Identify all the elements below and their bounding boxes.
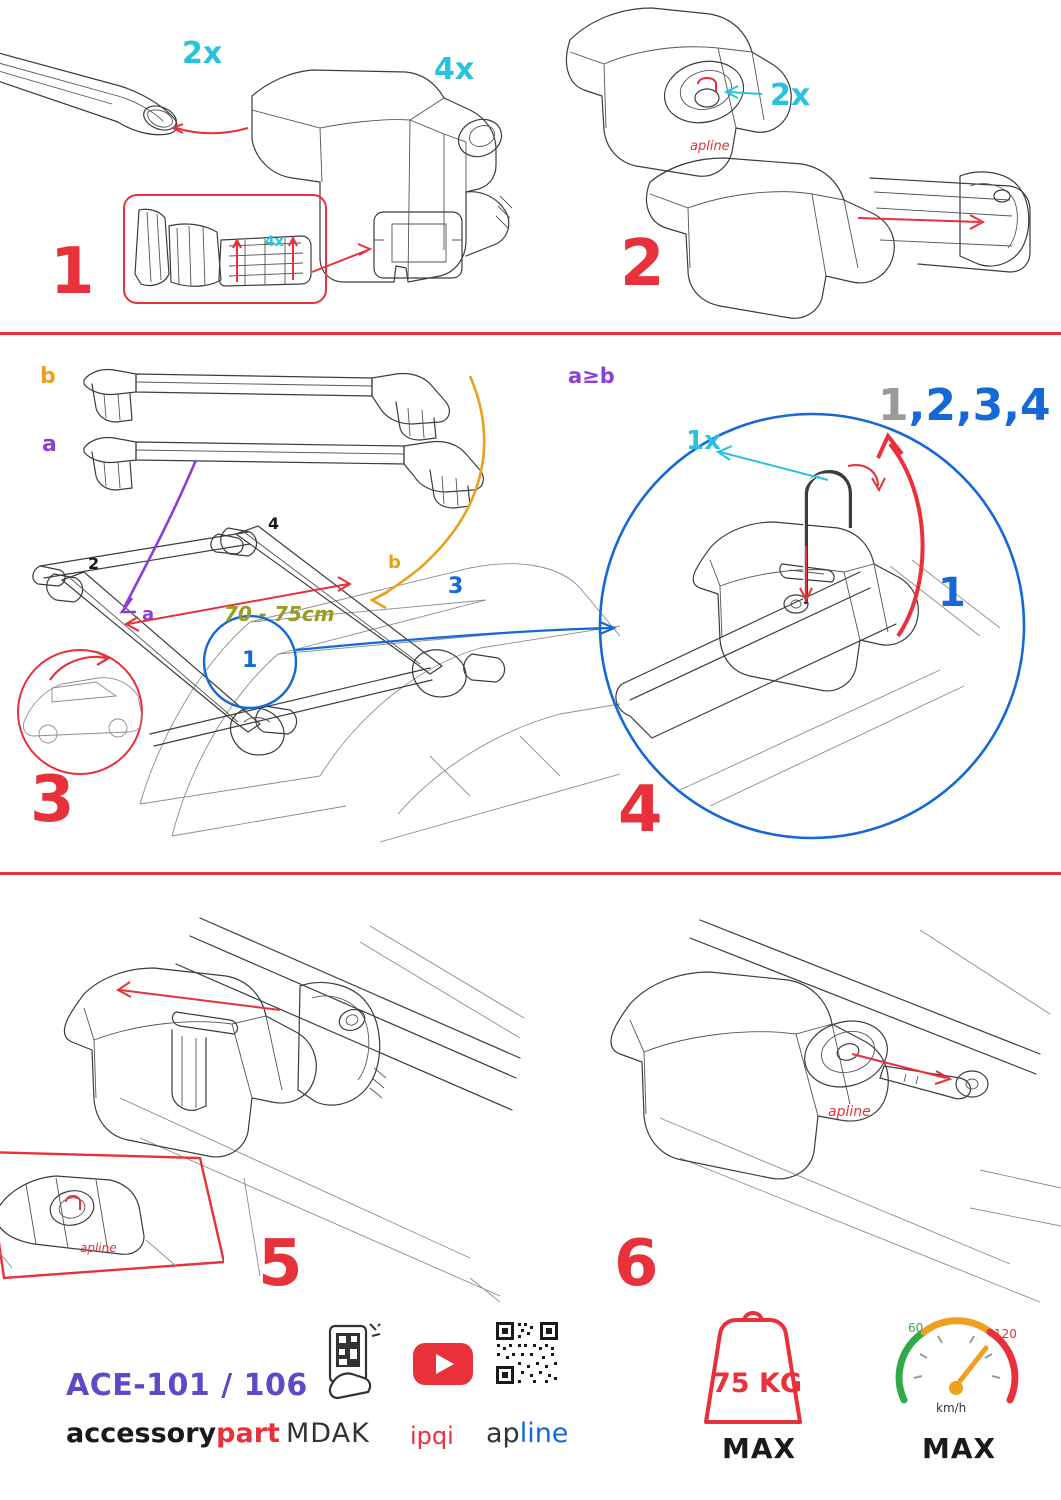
sequence-label	[878, 380, 1051, 431]
step-1-detail-inset	[123, 194, 327, 304]
step-number-6: 6	[614, 1227, 658, 1301]
step-2-panel	[540, 0, 1061, 330]
svg-text:km/h: km/h	[936, 1401, 967, 1415]
sequence-first: 1	[878, 380, 909, 431]
svg-text:60: 60	[908, 1321, 924, 1335]
callout-2x-step1: 2x	[182, 36, 223, 71]
brand-ipqi: ipqi	[410, 1422, 454, 1450]
section-divider-2	[0, 872, 1061, 875]
step-number-5: 5	[258, 1227, 302, 1301]
callout-4x-detail: 4x	[265, 234, 284, 250]
weight-value: 75 KG	[712, 1368, 803, 1399]
measure-label: 70 - 75cm	[224, 602, 335, 626]
product-code: ACE-101 / 106	[66, 1368, 308, 1403]
weight-max-label: MAX	[722, 1432, 797, 1465]
position-marker-2: 2	[88, 554, 100, 573]
step-1-detail-illustration	[125, 196, 321, 298]
callout-a-arrow: a	[142, 604, 155, 625]
brand-mdak: MDAK	[286, 1418, 370, 1449]
step-number-4: 4	[618, 773, 662, 847]
callout-4x-step1: 4x	[434, 52, 475, 87]
weight-icon	[688, 1308, 818, 1424]
position-marker-1: 1	[242, 648, 258, 673]
sequence-rest: ,2,3,4	[908, 380, 1051, 431]
step-2-illustration	[540, 0, 1061, 330]
brand-part-text: part	[216, 1418, 280, 1449]
brand-ap-text: ap	[486, 1418, 520, 1449]
position-marker-4: 4	[268, 514, 280, 533]
position-marker-3: 3	[448, 574, 464, 599]
callout-a-ge-b: a≥b	[568, 364, 615, 388]
step-3-panel	[0, 336, 620, 870]
step-number-3: 3	[30, 763, 74, 837]
brand-accessorypart	[66, 1418, 280, 1449]
callout-1x-step4: 1x	[686, 426, 721, 456]
section-divider-1	[0, 332, 1061, 335]
qr-scan-phone-icon	[318, 1322, 388, 1400]
step-5-detail-illustration	[0, 1140, 224, 1280]
speedometer-icon	[890, 1300, 1024, 1430]
svg-text:apline: apline	[690, 139, 730, 154]
speed-max-label: MAX	[922, 1432, 997, 1465]
youtube-icon[interactable]	[412, 1342, 474, 1386]
step-5-detail-inset	[0, 1140, 224, 1280]
qr-code-icon	[494, 1320, 560, 1386]
callout-turn-1: 1	[938, 570, 966, 616]
svg-text:apline: apline	[80, 1241, 117, 1255]
callout-2x-step2: 2x	[770, 78, 811, 113]
callout-a-lower: a	[42, 432, 57, 457]
brand-apline	[486, 1418, 568, 1449]
svg-text:apline: apline	[828, 1104, 871, 1120]
step-number-1: 1	[50, 235, 94, 309]
callout-b-arrow: b	[388, 552, 401, 573]
callout-b-upper: b	[40, 364, 56, 389]
brand-line-text: line	[519, 1418, 569, 1449]
step-number-2: 2	[620, 227, 664, 301]
svg-text:120: 120	[994, 1327, 1017, 1341]
brand-accessory-text: accessory	[66, 1418, 217, 1449]
